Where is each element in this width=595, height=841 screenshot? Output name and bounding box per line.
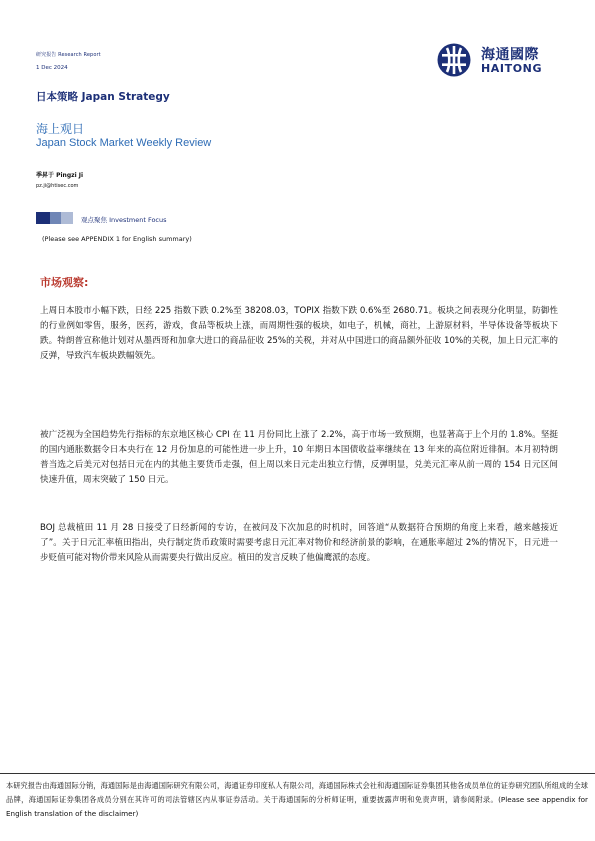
- paragraph: BOJ 总裁植田 11 月 28 日接受了日经新闻的专访，在被问及下次加息的时机时，回答道“从数据符合预期的角度上来看，越来越接近了”。关于日元汇率植田指出，央行制定货币政策时需要考虑日元汇率对物价和经济前景的影响，在通胀率超过 2%的情况下，日元进一步贬值可能对物价带来风险从而需要央行做出反应。植田的发言反映了他偏鹰派的态度。: [40, 523, 558, 563]
- focus-bar-segment-mid: [50, 212, 61, 224]
- focus-color-bar: [36, 212, 73, 224]
- haitong-logo: [436, 42, 556, 78]
- footer-disclaimer: 本研究报告由海通国际分销，海通国际是由海通国际研究有限公司，海通证券印度私人有限公司，海通国际株式会社和海通国际证券集团其他各成员单位的证券研究团队所组成的全球品牌，海通国际证券集团各成员分别在其许可的司法管辖区内从事证券活动。关于海通国际的分析师证明，重要披露声明和免责声明，请参阅附录。(Please see appendix for English translation of the disclaimer): [6, 781, 588, 818]
- appendix-note: (Please see APPENDIX 1 for English summary): [42, 235, 192, 243]
- haitong-logo-icon: [436, 42, 472, 78]
- report-title-cn: 海上观日: [36, 122, 85, 136]
- paragraph: 上周日本股市小幅下跌，日经 225 指数下跌 0.2%至 38208.03，TOPIX 指数下跌 0.6%至 2680.71。板块之间表现分化明显，防御性的行业例如零售，服务，医药，游戏，食品等板块上涨，而周期性强的板块，如电子，机械，商社，上游原材料，半导体设备等板块下跌。特朗普宣称他计划对从墨西哥和加拿大进口的商品征收 25%的关税，并对从中国进口的商品额外征收 10%的关税，加上日元汇率的反弹，导致汽车板块跌幅领先。: [40, 306, 558, 361]
- author-email[interactable]: pz.ji@htisec.com: [36, 183, 79, 189]
- report-type: 研究报告 Research Report: [36, 52, 101, 58]
- strategy-label: 日本策略 Japan Strategy: [36, 91, 170, 103]
- footer-divider: [0, 773, 595, 774]
- logo-name-cn: 海通國際: [481, 47, 539, 63]
- author-name: 季昇于 Pingzi Ji: [36, 172, 84, 179]
- logo-name-en: HAITONG: [481, 62, 543, 75]
- investment-focus-label: 观点聚焦 Investment Focus: [81, 216, 167, 224]
- focus-bar-segment-light: [61, 212, 73, 224]
- section-title: 市场观察:: [40, 276, 89, 289]
- focus-bar-segment-dark: [36, 212, 50, 224]
- report-title-en: Japan Stock Market Weekly Review: [36, 137, 212, 149]
- report-date: 1 Dec 2024: [36, 65, 68, 71]
- paragraph: 被广泛视为全国趋势先行指标的东京地区核心 CPI 在 11 月份同比上涨了 2.2%，高于市场一致预期，也显著高于上个月的 1.8%。坚挺的国内通胀数据令日本央行在 12 月份加息的可能性进一步上升，10 年期日本国债收益率继续在 13 年来的高位附近徘徊。本月初特朗普当选之后美元对包括日元在内的其他主要货币走强，但上周以来日元走出独立行情，反弹明显，兑美元汇率从前一周的 154 日元区间快速升值，周末突破了 150 日元。: [40, 430, 558, 485]
